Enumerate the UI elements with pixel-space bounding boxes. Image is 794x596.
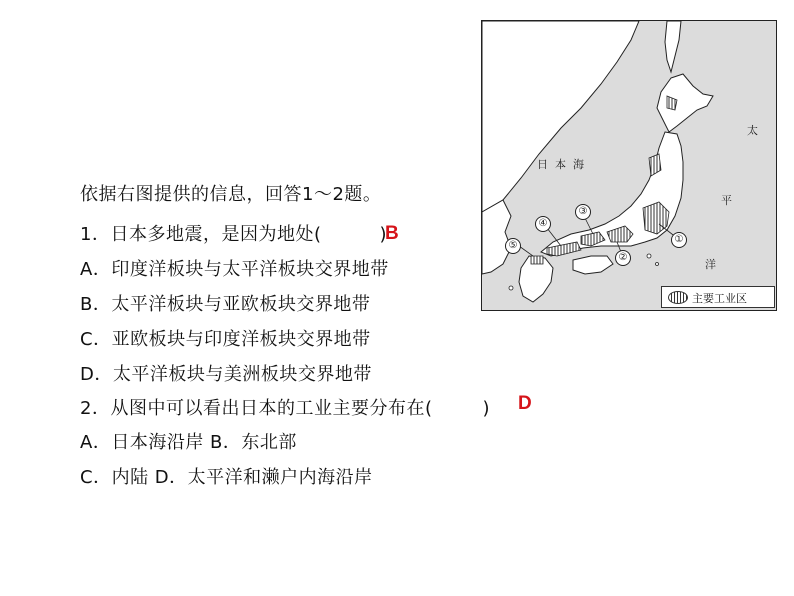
japan-sea-label-1: 日 — [537, 158, 548, 171]
question-2-stem — [80, 397, 490, 421]
question-2-close: ) — [482, 398, 491, 419]
region-number-1: ① — [671, 232, 687, 248]
question-intro: 依据右图提供的信息，回答1～2题。 — [80, 184, 382, 205]
question-1-option-d: D．太平洋板块与美洲板块交界地带 — [80, 364, 372, 385]
region-number-5: ⑤ — [505, 238, 521, 254]
question-2-answer: D — [518, 393, 532, 414]
map-legend — [661, 286, 775, 308]
small-island — [647, 254, 651, 258]
question-1-answer: B — [385, 223, 399, 244]
pacific-label-3: 洋 — [705, 258, 716, 271]
japan-map-svg — [481, 20, 777, 311]
japan-sea-label-3: 海 — [573, 158, 584, 171]
question-1-option-b: B．太平洋板块与亚欧板块交界地带 — [80, 294, 371, 315]
industrial-zone-kitakyushu — [531, 256, 543, 264]
region-number-3: ③ — [575, 204, 591, 220]
hatched-swatch-icon — [668, 291, 688, 304]
question-2-option-ab: A．日本海沿岸 B．东北部 — [80, 432, 297, 453]
small-island — [656, 263, 659, 266]
question-1-option-c: C．亚欧板块与印度洋板块交界地带 — [80, 329, 371, 350]
japan-map — [481, 20, 777, 311]
question-1-close: ) — [379, 224, 388, 245]
question-2-option-cd: C．内陆 D．太平洋和濑户内海沿岸 — [80, 467, 373, 488]
question-1-stem — [80, 223, 387, 247]
region-number-4: ④ — [535, 216, 551, 232]
pacific-label-2: 平 — [721, 194, 732, 207]
pacific-label-1: 太 — [747, 124, 758, 137]
japan-sea-label-2: 本 — [555, 158, 566, 171]
region-number-2: ② — [615, 250, 631, 266]
question-2-text: 2．从图中可以看出日本的工业主要分布在( — [80, 398, 433, 419]
question-1-option-a: A．印度洋板块与太平洋板块交界地带 — [80, 259, 389, 280]
legend-label: 主要工业区 — [692, 292, 747, 305]
small-island — [509, 286, 513, 290]
question-1-text: 1．日本多地震，是因为地处( — [80, 224, 322, 245]
